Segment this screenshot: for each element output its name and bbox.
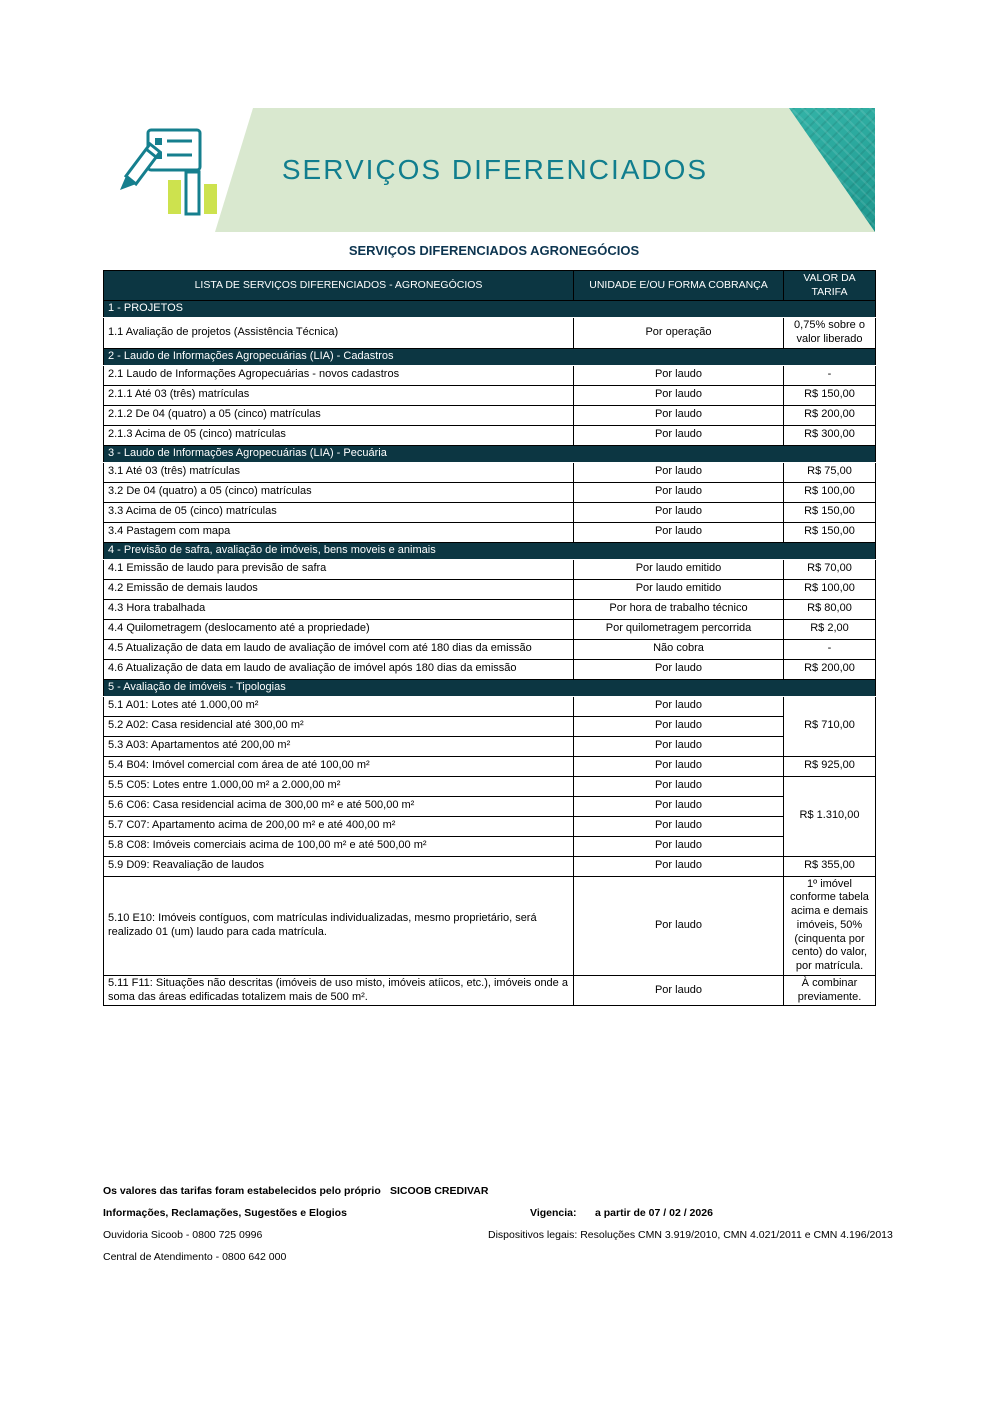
table-row: [104, 696, 876, 716]
unit-cell: Por laudo: [574, 462, 784, 482]
unit-cell: Por laudo: [574, 876, 784, 975]
service-cell: 5.9 D09: Reavaliação de laudos: [104, 856, 574, 876]
unit-cell: Por laudo: [574, 816, 784, 836]
section-row: [104, 679, 876, 696]
unit-cell: Por laudo: [574, 405, 784, 425]
service-cell: 4.5 Atualização de data em laudo de avaliação de imóvel com até 180 dias da emissão: [104, 639, 574, 659]
value-cell: R$ 70,00: [784, 559, 876, 579]
table-header-row: [104, 271, 876, 301]
unit-cell: Por laudo: [574, 736, 784, 756]
value-cell: R$ 80,00: [784, 599, 876, 619]
service-cell: 4.6 Atualização de data em laudo de avaliação de imóvel após 180 dias da emissão: [104, 659, 574, 679]
unit-cell: Por laudo: [574, 425, 784, 445]
footer-line-1: [103, 1185, 893, 1207]
section-title: 2 - Laudo de Informações Agropecuárias (LIA) - Cadastros: [104, 348, 876, 365]
service-cell: 5.11 F11: Situações não descritas (imóveis de uso misto, imóveis atíicos, etc.), imóveis onde a soma das áreas edificadas totalizem mais de 500 m².: [104, 975, 574, 1006]
section-row: [104, 445, 876, 462]
col-header-unit: UNIDADE E/OU FORMA COBRANÇA: [574, 271, 784, 301]
unit-cell: Não cobra: [574, 639, 784, 659]
service-cell: 4.2 Emissão de demais laudos: [104, 579, 574, 599]
unit-cell: Por laudo: [574, 975, 784, 1006]
value-cell: R$ 200,00: [784, 405, 876, 425]
unit-cell: Por laudo: [574, 365, 784, 385]
service-cell: 2.1.3 Acima de 05 (cinco) matrículas: [104, 425, 574, 445]
service-cell: 4.4 Quilometragem (deslocamento até a propriedade): [104, 619, 574, 639]
banner-title: SERVIÇOS DIFERENCIADOS: [281, 154, 709, 185]
unit-cell: Por laudo: [574, 756, 784, 776]
value-cell: R$ 300,00: [784, 425, 876, 445]
table-row: [104, 736, 876, 756]
section-title: 5 - Avaliação de imóveis - Tipologias: [104, 679, 876, 696]
footer-line-3: [103, 1229, 893, 1251]
service-cell: 5.8 C08: Imóveis comerciais acima de 100,00 m² e até 500,00 m²: [104, 836, 574, 856]
footer-contact-heading: Informações, Reclamações, Sugestões e Elogios: [103, 1207, 347, 1219]
service-cell: 5.3 A03: Apartamentos até 200,00 m²: [104, 736, 574, 756]
table-row: [104, 318, 876, 349]
value-cell: R$ 150,00: [784, 522, 876, 542]
tariff-table: [103, 270, 876, 1006]
value-cell: -: [784, 365, 876, 385]
unit-cell: Por laudo: [574, 502, 784, 522]
col-header-services: LISTA DE SERVIÇOS DIFERENCIADOS - AGRONEGÓCIOS: [104, 271, 574, 301]
service-cell: 5.1 A01: Lotes até 1.000,00 m²: [104, 696, 574, 716]
footer: [103, 1185, 893, 1273]
service-cell: 1.1 Avaliação de projetos (Assistência Técnica): [104, 318, 574, 349]
value-cell: R$ 100,00: [784, 482, 876, 502]
value-cell: R$ 1.310,00: [784, 776, 876, 856]
table-row: [104, 816, 876, 836]
section-row: [104, 301, 876, 318]
service-cell: 2.1.1 Até 03 (três) matrículas: [104, 385, 574, 405]
value-cell: R$ 925,00: [784, 756, 876, 776]
service-cell: 5.4 B04: Imóvel comercial com área de até 100,00 m²: [104, 756, 574, 776]
service-cell: 3.2 De 04 (quatro) a 05 (cinco) matrículas: [104, 482, 574, 502]
value-cell: R$ 2,00: [784, 619, 876, 639]
table-row: [104, 876, 876, 975]
section-row: [104, 542, 876, 559]
table-row: [104, 559, 876, 579]
value-cell: R$ 150,00: [784, 385, 876, 405]
table-row: [104, 482, 876, 502]
value-cell: R$ 100,00: [784, 579, 876, 599]
unit-cell: Por laudo emitido: [574, 559, 784, 579]
pencil-chart-logo-icon: [110, 126, 242, 220]
unit-cell: Por laudo: [574, 522, 784, 542]
service-cell: 5.6 C06: Casa residencial acima de 300,00 m² e até 500,00 m²: [104, 796, 574, 816]
unit-cell: Por laudo: [574, 716, 784, 736]
footer-call-center-phone: Central de Atendimento - 0800 642 000: [103, 1251, 287, 1263]
footer-validity-date: a partir de 07 / 02 / 2026: [595, 1207, 713, 1219]
table-row: [104, 599, 876, 619]
unit-cell: Por laudo: [574, 856, 784, 876]
value-cell: 0,75% sobre o valor liberado: [784, 318, 876, 349]
table-row: [104, 659, 876, 679]
footer-tariffs-note: Os valores das tarifas foram estabelecidos pelo próprio: [103, 1185, 381, 1197]
service-cell: 2.1 Laudo de Informações Agropecuárias - novos cadastros: [104, 365, 574, 385]
section-title: 1 - PROJETOS: [104, 301, 876, 318]
service-cell: 5.5 C05: Lotes entre 1.000,00 m² a 2.000,00 m²: [104, 776, 574, 796]
service-cell: 4.1 Emissão de laudo para previsão de safra: [104, 559, 574, 579]
value-cell: À combinar previamente.: [784, 975, 876, 1006]
service-cell: 3.4 Pastagem com mapa: [104, 522, 574, 542]
section-title: 3 - Laudo de Informações Agropecuárias (LIA) - Pecuária: [104, 445, 876, 462]
table-row: [104, 425, 876, 445]
table-row: [104, 502, 876, 522]
table-row: [104, 856, 876, 876]
footer-institution-name: SICOOB CREDIVAR: [390, 1185, 489, 1197]
page-title: SERVIÇOS DIFERENCIADOS AGRONEGÓCIOS: [348, 243, 640, 258]
footer-ombudsman-phone: Ouvidoria Sicoob - 0800 725 0996: [103, 1229, 263, 1241]
service-cell: 2.1.2 De 04 (quatro) a 05 (cinco) matrículas: [104, 405, 574, 425]
value-cell: -: [784, 639, 876, 659]
unit-cell: Por hora de trabalho técnico: [574, 599, 784, 619]
unit-cell: Por laudo: [574, 776, 784, 796]
service-cell: 3.3 Acima de 05 (cinco) matrículas: [104, 502, 574, 522]
table-row: [104, 385, 876, 405]
section-row: [104, 348, 876, 365]
service-cell: 3.1 Até 03 (três) matrículas: [104, 462, 574, 482]
table-row: [104, 462, 876, 482]
unit-cell: Por operação: [574, 318, 784, 349]
table-row: [104, 365, 876, 385]
footer-line-4: [103, 1251, 893, 1273]
unit-cell: Por laudo: [574, 659, 784, 679]
table-row: [104, 975, 876, 1006]
table-row: [104, 776, 876, 796]
service-cell: 4.3 Hora trabalhada: [104, 599, 574, 619]
unit-cell: Por laudo emitido: [574, 579, 784, 599]
unit-cell: Por laudo: [574, 796, 784, 816]
table-row: [104, 522, 876, 542]
table-row: [104, 619, 876, 639]
value-cell: R$ 355,00: [784, 856, 876, 876]
table-row: [104, 579, 876, 599]
table-row: [104, 836, 876, 856]
table-row: [104, 796, 876, 816]
table-row: [104, 639, 876, 659]
value-cell: R$ 200,00: [784, 659, 876, 679]
unit-cell: Por quilometragem percorrida: [574, 619, 784, 639]
footer-line-2: [103, 1207, 893, 1229]
table-row: [104, 756, 876, 776]
footer-validity-label: Vigencia:: [530, 1207, 577, 1219]
value-cell: 1º imóvel conforme tabela acima e demais imóveis, 50% (cinquenta por cento) do valor, por matrícula.: [784, 876, 876, 975]
service-cell: 5.7 C07: Apartamento acima de 200,00 m² e até 400,00 m²: [104, 816, 574, 836]
value-cell: R$ 150,00: [784, 502, 876, 522]
footer-legal-provisions: Dispositivos legais: Resoluções CMN 3.919/2010, CMN 4.021/2011 e CMN 4.196/2013: [488, 1229, 893, 1241]
table-row: [104, 716, 876, 736]
section-title: 4 - Previsão de safra, avaliação de imóveis, bens moveis e animais: [104, 542, 876, 559]
table-row: [104, 405, 876, 425]
service-cell: 5.2 A02: Casa residencial até 300,00 m²: [104, 716, 574, 736]
unit-cell: Por laudo: [574, 696, 784, 716]
unit-cell: Por laudo: [574, 385, 784, 405]
unit-cell: Por laudo: [574, 482, 784, 502]
value-cell: R$ 75,00: [784, 462, 876, 482]
header-banner: [215, 108, 875, 232]
service-cell: 5.10 E10: Imóveis contíguos, com matrículas individualizadas, mesmo proprietário, será realizado 01 (um) laudo para cada matrícula.: [104, 876, 574, 975]
value-cell: R$ 710,00: [784, 696, 876, 756]
unit-cell: Por laudo: [574, 836, 784, 856]
col-header-value: VALOR DA TARIFA: [784, 271, 876, 301]
